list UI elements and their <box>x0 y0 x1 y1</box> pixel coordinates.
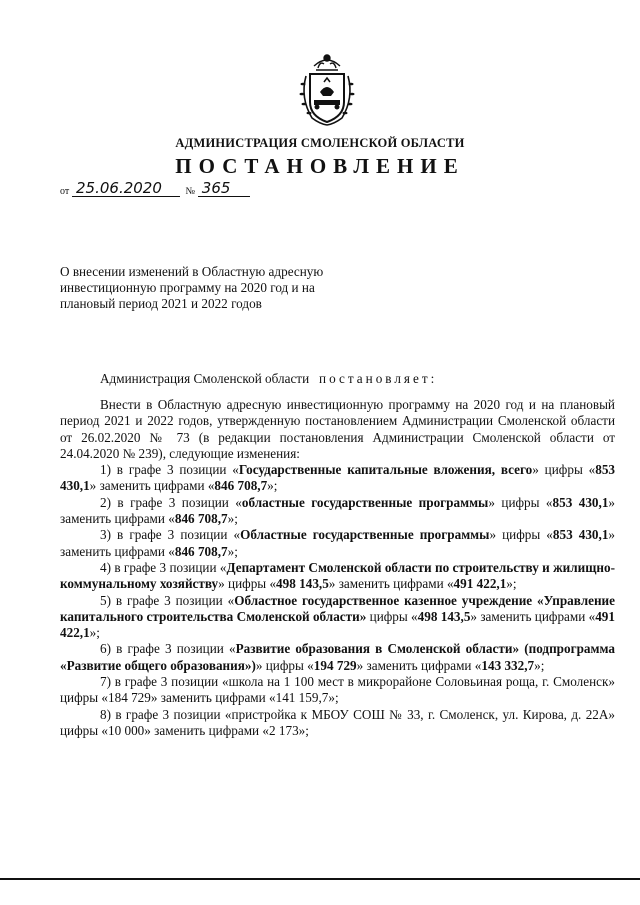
org-name: АДМИНИСТРАЦИЯ СМОЛЕНСКОЙ ОБЛАСТИ <box>175 136 465 150</box>
amendment-text: »; <box>227 543 238 559</box>
amendment-bold-text: 498 143,5 <box>276 576 329 592</box>
amendment-bold-text: Департамент Смоленской области по строительству и жилищно-коммунальному хозяйству <box>60 559 615 592</box>
amendment-item <box>60 495 615 528</box>
amendment-text: » заменить цифрами « <box>89 478 215 494</box>
amendment-text: » заменить цифрами « <box>328 576 454 592</box>
amendment-bold-text: 853 430,1 <box>60 462 616 494</box>
amendment-text: » цифры « <box>218 576 277 592</box>
amendment-item <box>60 674 615 707</box>
amendment-text: »; <box>227 511 238 527</box>
amendment-bold-text: 853 430,1 <box>552 494 609 510</box>
amendment-bold-text: 846 708,7 <box>214 478 268 494</box>
amendment-text: »; <box>506 576 517 592</box>
amendment-text: 1) в графе 3 позиции « <box>100 462 239 478</box>
preamble <box>100 371 437 387</box>
date-prefix: от <box>60 186 70 197</box>
coat-of-arms-emblem <box>294 52 360 128</box>
amendment-item <box>60 462 615 495</box>
handwritten-date: 25.06.2020 <box>72 180 180 197</box>
amendment-text: цифры « <box>366 608 418 624</box>
amendment-bold-text: 143 332,7 <box>481 657 535 673</box>
body-intro: Внести в Областную адресную инвестиционную программу на 2020 год и на плановый период 2021 и 2022 годов, утвержденную постановлением Администрации Смоленской области от 26.02.2020 № 73 (в редакции постановления Администрации Смоленской области от 24.04.2020 № 239), следующие изменения: <box>60 397 615 461</box>
amendment-text: » заменить цифрами « <box>60 527 616 559</box>
amendment-text: » цифры « <box>488 494 553 510</box>
amendment-bold-text: областные государственные программы <box>241 494 489 510</box>
amendment-text: » цифры « <box>255 657 314 673</box>
amendment-bold-text: 491 422,1 <box>453 576 507 592</box>
amendment-item <box>60 527 615 560</box>
amendment-bold-text: Развитие образования в Смоленской области» (подпрограмма «Развитие общего образования») <box>60 641 615 673</box>
preamble-lead: Администрация Смоленской области <box>100 371 310 386</box>
amendment-bold-text: 853 430,1 <box>552 527 609 543</box>
amendment-text: »; <box>534 657 545 673</box>
amendment-text: » заменить цифрами « <box>60 494 616 527</box>
amendment-bold-text: Областное государственное казенное учреждение «Управление капитального строительства Смоленской области» <box>60 592 616 624</box>
amendment-text: »; <box>267 478 278 494</box>
amendment-bold-text: Государственные капитальные вложения, всего <box>238 462 533 478</box>
document-subject: О внесении изменений в Областную адресную инвестиционную программу на 2020 год и на плановый период 2021 и 2022 годов <box>60 264 324 312</box>
preamble-verb: постановляет: <box>319 371 438 386</box>
amendment-text: » заменить цифрами « <box>356 657 482 673</box>
amendment-text: 4) в графе 3 позиции « <box>100 559 227 575</box>
amendment-bold-text: 846 708,7 <box>174 511 228 527</box>
amendment-bold-text: 846 708,7 <box>174 543 228 559</box>
amendment-item <box>60 707 615 740</box>
amendment-text: » цифры « <box>489 527 553 543</box>
page-bottom-line <box>0 878 640 880</box>
date-number-line <box>60 180 250 197</box>
amendment-list <box>60 462 615 739</box>
amendment-text: » заменить цифрами « <box>470 608 596 624</box>
amendment-text: » цифры « <box>532 462 596 478</box>
amendment-item <box>60 593 615 642</box>
amendment-text: »; <box>89 625 100 641</box>
amendment-bold-text: Областные государственные программы <box>240 527 490 543</box>
document-body <box>60 397 615 739</box>
amendment-bold-text: 491 422,1 <box>60 608 615 641</box>
amendment-bold-text: 498 143,5 <box>417 608 471 624</box>
amendment-text: 7) в графе 3 позиции «школа на 1 100 мест в микрорайоне Соловьиная роща, г. Смоленск» цифры «184 729» заменить цифрами «141 159,7»; <box>60 674 615 706</box>
handwritten-number: 365 <box>198 180 250 197</box>
amendment-text: 6) в графе 3 позиции « <box>100 641 236 657</box>
amendment-item <box>60 560 615 593</box>
amendment-text: 3) в графе 3 позиции « <box>100 527 241 543</box>
document-type-title: ПОСТАНОВЛЕНИЕ <box>175 154 465 178</box>
amendment-item <box>60 641 615 674</box>
amendment-text: 8) в графе 3 позиции «пристройка к МБОУ СОШ № 33, г. Смоленск, ул. Кирова, д. 22А» цифры «10 000» заменить цифрами «2 173»; <box>60 706 615 738</box>
amendment-text: 2) в графе 3 позиции « <box>100 494 242 510</box>
amendment-text: 5) в графе 3 позиции « <box>100 592 235 608</box>
number-prefix: № <box>185 186 196 197</box>
amendment-bold-text: 194 729 <box>313 657 357 673</box>
